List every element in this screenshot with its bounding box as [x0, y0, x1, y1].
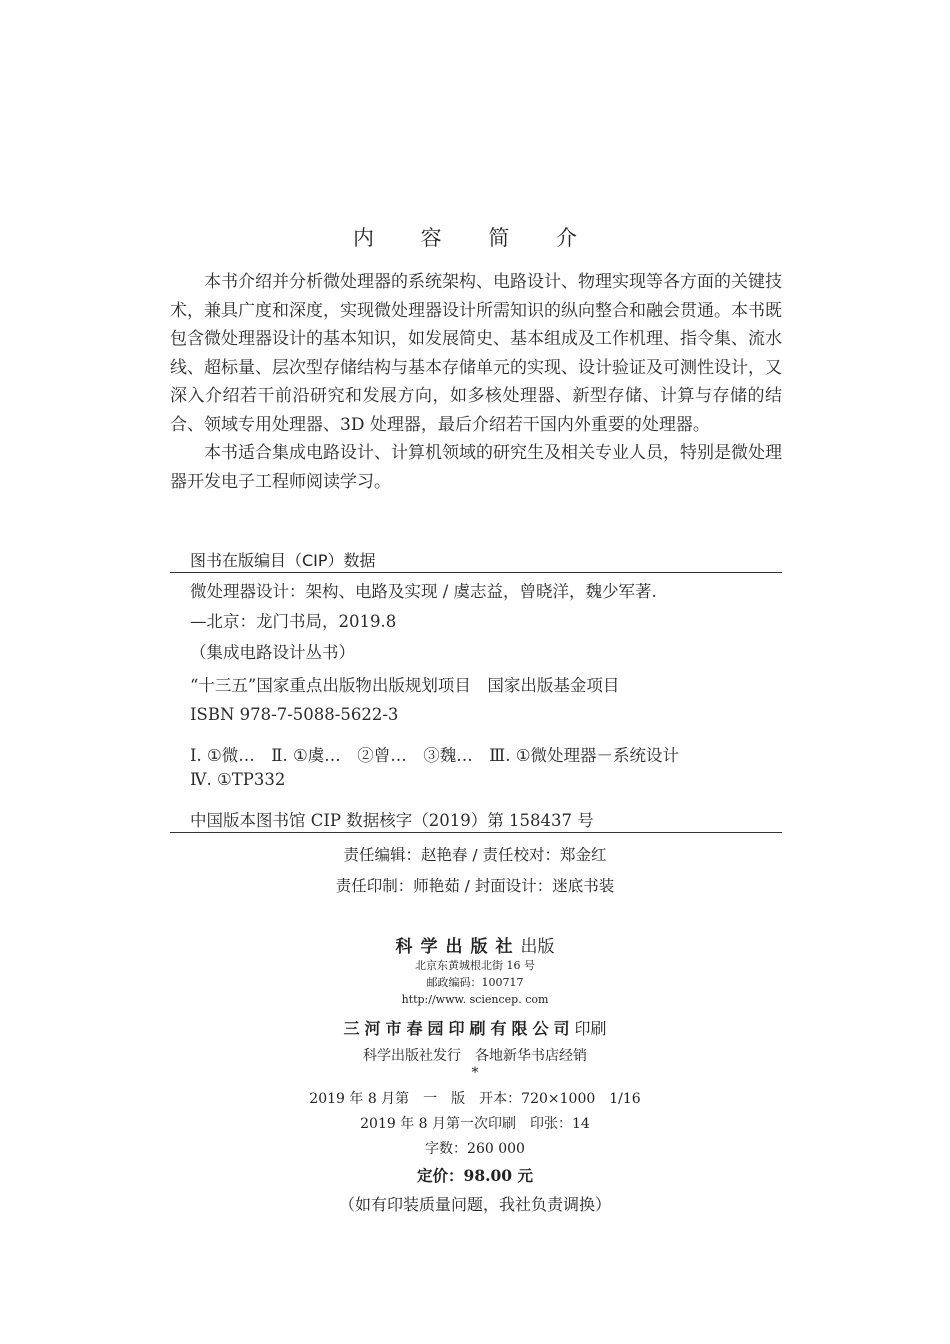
distribution-line: 科学出版社发行 各地新华书店经销 — [363, 1048, 587, 1064]
cip-record-number-line: 中国版本图书馆 CIP 数据核字（2019）第 158437 号 — [190, 811, 594, 830]
edition-line-1: 2019 年 8 月第 一 版 开本：720×1000 1/16 — [309, 1091, 641, 1107]
imprint-block — [0, 932, 950, 1221]
abstract — [170, 268, 782, 496]
cip-top-rule — [170, 572, 782, 573]
abstract-paragraph-2: 本书适合集成电路设计、计算机领域的研究生及相关专业人员，特别是微处理器开发电子工程师阅读学习。 — [170, 443, 782, 492]
page-title: 内 容 简 介 — [352, 226, 598, 250]
publisher-suffix: 出版 — [520, 937, 555, 957]
printer-name: 三河市春园印刷有限公司 — [343, 1019, 575, 1038]
cip-bottom-rule — [170, 832, 782, 833]
publisher-website: http://www. sciencep. com — [401, 993, 549, 1006]
edition-line-2: 2019 年 8 月第一次印刷 印张：14 — [360, 1116, 590, 1132]
cip-series-line: （集成电路设计丛书） — [190, 643, 355, 662]
credits-block — [0, 840, 950, 902]
edition-block — [0, 1087, 950, 1162]
abstract-paragraph-1: 本书介绍并分析微处理器的系统架构、电路设计、物理实现等各方面的关键技术，兼具广度和深度，实现微处理器设计所需知识的纵向整合和融会贯通。本书既包含微处理器设计的基本知识，如发展简史、基本组成及工作机理、指令集、流水线、超标量、层次型存储结构与基本存储单元的实现、设计验证及可测性设计，又深入介绍若干前沿研究和发展方向，如多核处理器、新型存储、计算与存储的结合、领域专用处理器、3D 处理器，最后介绍若干国内外重要的处理器。 — [170, 272, 782, 435]
price: 定价：98.00 元 — [417, 1166, 533, 1185]
cip-publisher-line: —北京：龙门书局，2019.8 — [190, 612, 397, 631]
cip-title-line: 微处理器设计：架构、电路及实现 / 虞志益，曾晓洋，魏少军著. — [190, 582, 657, 601]
printer-suffix: 印刷 — [574, 1019, 607, 1038]
quality-notice: （如有印装质量问题，我社负责调换） — [338, 1195, 611, 1214]
editor-credit-line: 责任编辑：赵艳春 / 责任校对：郑金红 — [343, 846, 607, 864]
cip-isbn-line: ISBN 978-7-5088-5622-3 — [190, 705, 399, 724]
cip-heading: 图书在版编目（CIP）数据 — [190, 551, 376, 570]
publisher-line — [0, 932, 950, 957]
production-credit-line: 责任印制：师艳茹 / 封面设计：迷底书装 — [335, 877, 615, 895]
publisher-address: 北京东黄城根北街 16 号 — [415, 959, 535, 972]
cip-classification-line: Ⅳ. ①TP332 — [190, 770, 286, 789]
word-count: 字数：260 000 — [425, 1141, 525, 1157]
cip-project-line: “十三五”国家重点出版物出版规划项目 国家出版基金项目 — [190, 676, 620, 695]
publisher-postcode: 邮政编码：100717 — [426, 976, 524, 989]
cip-subject-line: Ⅰ. ①微… Ⅱ. ①虞… ②曾… ③魏… Ⅲ. ①微处理器－系统设计 — [190, 746, 679, 765]
printer-line — [0, 1016, 950, 1039]
separator-star: * — [471, 1065, 479, 1081]
publisher-name: 科学出版社 — [395, 937, 521, 957]
